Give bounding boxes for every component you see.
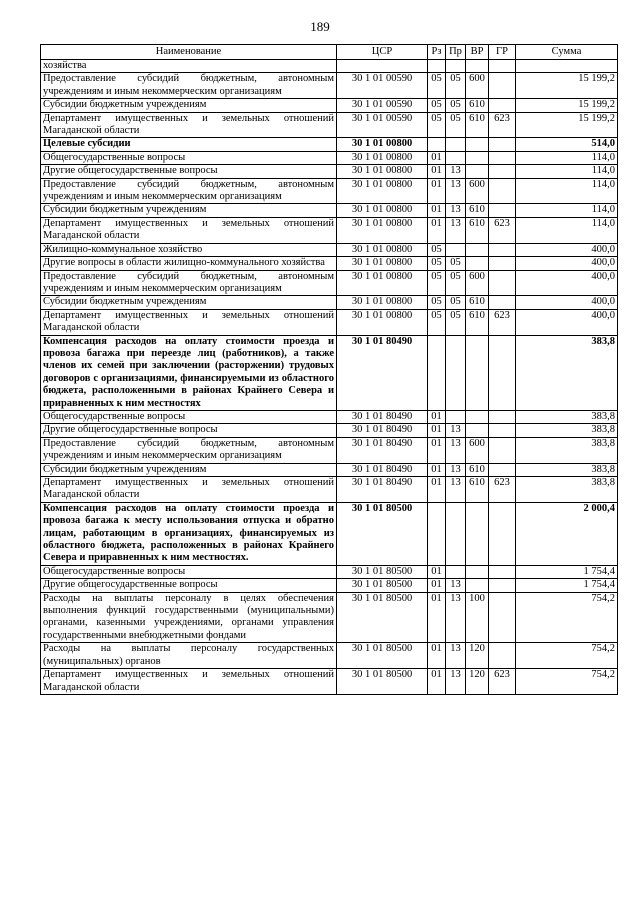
table-row	[41, 565, 618, 578]
table-row	[41, 217, 618, 243]
cell-gr	[489, 502, 516, 565]
cell-csr	[337, 60, 428, 73]
cell-sum: 383,8	[516, 437, 618, 463]
cell-rz: 01	[428, 410, 446, 423]
cell-pr: 13	[446, 424, 466, 437]
table-row	[41, 335, 618, 410]
cell-csr: 30 1 01 00800	[337, 217, 428, 243]
cell-vr	[466, 502, 489, 565]
cell-name: Субсидии бюджетным учреждениям	[41, 463, 337, 476]
cell-name: Субсидии бюджетным учреждениям	[41, 204, 337, 217]
table-row	[41, 437, 618, 463]
cell-pr: 05	[446, 99, 466, 112]
cell-pr: 13	[446, 178, 466, 204]
cell-vr: 100	[466, 592, 489, 643]
cell-gr	[489, 579, 516, 592]
cell-pr: 13	[446, 579, 466, 592]
column-header-sum: Сумма	[516, 45, 618, 60]
table-row	[41, 502, 618, 565]
table-row	[41, 60, 618, 73]
cell-sum: 400,0	[516, 296, 618, 309]
cell-name: Другие общегосударственные вопросы	[41, 579, 337, 592]
cell-sum: 400,0	[516, 243, 618, 256]
cell-rz: 01	[428, 565, 446, 578]
cell-csr: 30 1 01 80500	[337, 502, 428, 565]
table-row	[41, 592, 618, 643]
cell-name: хозяйства	[41, 60, 337, 73]
cell-sum: 1 754,4	[516, 579, 618, 592]
cell-vr: 610	[466, 112, 489, 138]
cell-rz: 05	[428, 112, 446, 138]
cell-csr: 30 1 01 00800	[337, 165, 428, 178]
cell-csr: 30 1 01 80500	[337, 592, 428, 643]
column-header-csr: ЦСР	[337, 45, 428, 60]
cell-vr: 610	[466, 296, 489, 309]
cell-gr	[489, 424, 516, 437]
cell-sum: 383,8	[516, 424, 618, 437]
cell-gr	[489, 410, 516, 423]
cell-sum: 2 000,4	[516, 502, 618, 565]
cell-gr	[489, 592, 516, 643]
cell-rz: 01	[428, 579, 446, 592]
cell-pr: 13	[446, 592, 466, 643]
cell-gr	[489, 60, 516, 73]
cell-rz: 05	[428, 73, 446, 99]
cell-vr: 120	[466, 643, 489, 669]
column-header-name: Наименование	[41, 45, 337, 60]
cell-rz: 01	[428, 592, 446, 643]
cell-name: Другие общегосударственные вопросы	[41, 424, 337, 437]
cell-name: Департамент имущественных и земельных отношений Магаданской области	[41, 217, 337, 243]
cell-name: Предоставление субсидий бюджетным, автономным учреждениям и иным некоммерческим организациям	[41, 73, 337, 99]
cell-vr	[466, 243, 489, 256]
cell-gr	[489, 437, 516, 463]
table-row	[41, 112, 618, 138]
cell-vr	[466, 60, 489, 73]
cell-sum: 114,0	[516, 178, 618, 204]
table-row	[41, 99, 618, 112]
table-row	[41, 178, 618, 204]
cell-csr: 30 1 01 80490	[337, 410, 428, 423]
cell-pr: 13	[446, 204, 466, 217]
cell-pr: 05	[446, 112, 466, 138]
cell-pr: 13	[446, 217, 466, 243]
cell-gr	[489, 99, 516, 112]
cell-csr: 30 1 01 80490	[337, 463, 428, 476]
cell-vr	[466, 335, 489, 410]
cell-vr: 610	[466, 204, 489, 217]
cell-name: Компенсация расходов на оплату стоимости проезда и провоза багажа к месту использования отпуска и обратно лицам, работающим в организациях, финансируемых из областного бюджета, расположенных в районах Крайнего Севера и приравненных к ним местностях.	[41, 502, 337, 565]
cell-gr	[489, 643, 516, 669]
cell-gr	[489, 257, 516, 270]
table-row	[41, 463, 618, 476]
cell-name: Жилищно-коммунальное хозяйство	[41, 243, 337, 256]
cell-rz: 05	[428, 270, 446, 296]
cell-csr: 30 1 01 80500	[337, 669, 428, 695]
cell-sum: 754,2	[516, 669, 618, 695]
cell-pr	[446, 138, 466, 151]
cell-sum: 754,2	[516, 643, 618, 669]
cell-gr	[489, 165, 516, 178]
cell-sum: 383,8	[516, 335, 618, 410]
table-row	[41, 204, 618, 217]
cell-pr: 05	[446, 73, 466, 99]
cell-sum: 383,8	[516, 477, 618, 503]
table-body	[41, 60, 618, 695]
cell-pr: 05	[446, 296, 466, 309]
cell-name: Компенсация расходов на оплату стоимости проезда и провоза багажа при переезде лиц (работников), а также членов их семей при заключении (расторжении) трудовых договоров с организациями, финансируемыми из областного бюджета, расположенными в районах Крайнего Севера и приравненных к ним местностях	[41, 335, 337, 410]
cell-rz	[428, 502, 446, 565]
cell-pr: 13	[446, 463, 466, 476]
cell-pr	[446, 502, 466, 565]
cell-name: Субсидии бюджетным учреждениям	[41, 99, 337, 112]
table-row	[41, 410, 618, 423]
cell-gr	[489, 270, 516, 296]
cell-sum	[516, 60, 618, 73]
cell-gr	[489, 463, 516, 476]
cell-rz: 01	[428, 669, 446, 695]
cell-sum: 15 199,2	[516, 112, 618, 138]
cell-vr: 610	[466, 309, 489, 335]
cell-gr: 623	[489, 309, 516, 335]
cell-csr: 30 1 01 00800	[337, 204, 428, 217]
cell-sum: 15 199,2	[516, 99, 618, 112]
cell-rz: 01	[428, 217, 446, 243]
cell-name: Другие общегосударственные вопросы	[41, 165, 337, 178]
cell-pr: 05	[446, 270, 466, 296]
cell-rz: 01	[428, 151, 446, 164]
cell-csr: 30 1 01 00800	[337, 309, 428, 335]
cell-name: Другие вопросы в области жилищно-коммунального хозяйства	[41, 257, 337, 270]
cell-csr: 30 1 01 80490	[337, 437, 428, 463]
table-row	[41, 270, 618, 296]
table-row	[41, 151, 618, 164]
cell-vr	[466, 424, 489, 437]
cell-sum: 114,0	[516, 165, 618, 178]
cell-gr	[489, 138, 516, 151]
cell-gr: 623	[489, 477, 516, 503]
cell-rz: 05	[428, 99, 446, 112]
cell-sum: 114,0	[516, 151, 618, 164]
cell-name: Общегосударственные вопросы	[41, 565, 337, 578]
cell-name: Общегосударственные вопросы	[41, 151, 337, 164]
table-row	[41, 138, 618, 151]
table-row	[41, 73, 618, 99]
cell-rz: 01	[428, 463, 446, 476]
cell-vr: 600	[466, 437, 489, 463]
column-header-rz: Рз	[428, 45, 446, 60]
cell-csr: 30 1 01 80490	[337, 424, 428, 437]
cell-vr: 600	[466, 270, 489, 296]
table-row	[41, 309, 618, 335]
cell-csr: 30 1 01 80500	[337, 643, 428, 669]
cell-gr: 623	[489, 217, 516, 243]
table-row	[41, 296, 618, 309]
table-row	[41, 257, 618, 270]
cell-csr: 30 1 01 80500	[337, 579, 428, 592]
cell-pr: 05	[446, 309, 466, 335]
cell-sum: 383,8	[516, 410, 618, 423]
cell-name: Расходы на выплаты персоналу в целях обеспечения выполнения функций государственными (муниципальными) органами, казенными учреждениями, органами управления государственными внебюджетными фондами	[41, 592, 337, 643]
cell-csr: 30 1 01 00800	[337, 257, 428, 270]
cell-name: Департамент имущественных и земельных отношений Магаданской области	[41, 477, 337, 503]
table-row	[41, 643, 618, 669]
cell-rz	[428, 335, 446, 410]
table-row	[41, 243, 618, 256]
cell-rz: 01	[428, 643, 446, 669]
cell-rz: 05	[428, 243, 446, 256]
cell-sum: 400,0	[516, 257, 618, 270]
cell-rz: 01	[428, 165, 446, 178]
cell-gr	[489, 565, 516, 578]
cell-name: Департамент имущественных и земельных отношений Магаданской области	[41, 669, 337, 695]
cell-gr	[489, 73, 516, 99]
cell-sum: 15 199,2	[516, 73, 618, 99]
cell-gr	[489, 243, 516, 256]
cell-csr: 30 1 01 00800	[337, 243, 428, 256]
cell-name: Предоставление субсидий бюджетным, автономным учреждениям и иным некоммерческим организациям	[41, 178, 337, 204]
cell-pr	[446, 151, 466, 164]
cell-name: Расходы на выплаты персоналу государственных (муниципальных) органов	[41, 643, 337, 669]
page-number: 189	[310, 19, 330, 34]
table-header-row	[41, 45, 618, 60]
cell-sum: 383,8	[516, 463, 618, 476]
cell-gr	[489, 296, 516, 309]
cell-gr	[489, 204, 516, 217]
cell-csr: 30 1 01 00800	[337, 151, 428, 164]
cell-sum: 754,2	[516, 592, 618, 643]
cell-csr: 30 1 01 00800	[337, 178, 428, 204]
cell-vr: 600	[466, 73, 489, 99]
cell-gr	[489, 335, 516, 410]
cell-pr: 13	[446, 477, 466, 503]
cell-csr: 30 1 01 00590	[337, 112, 428, 138]
cell-sum: 114,0	[516, 217, 618, 243]
cell-gr	[489, 151, 516, 164]
cell-gr: 623	[489, 669, 516, 695]
cell-csr: 30 1 01 00590	[337, 73, 428, 99]
column-header-pr: Пр	[446, 45, 466, 60]
cell-rz: 05	[428, 257, 446, 270]
cell-vr	[466, 565, 489, 578]
cell-vr: 610	[466, 217, 489, 243]
budget-table	[40, 44, 618, 695]
cell-vr: 610	[466, 99, 489, 112]
cell-name: Общегосударственные вопросы	[41, 410, 337, 423]
cell-pr: 13	[446, 437, 466, 463]
cell-csr: 30 1 01 00590	[337, 99, 428, 112]
cell-rz: 05	[428, 296, 446, 309]
cell-csr: 30 1 01 00800	[337, 270, 428, 296]
cell-csr: 30 1 01 80490	[337, 335, 428, 410]
column-header-vr: ВР	[466, 45, 489, 60]
table-row	[41, 579, 618, 592]
cell-csr: 30 1 01 00800	[337, 138, 428, 151]
cell-pr	[446, 60, 466, 73]
cell-vr: 600	[466, 178, 489, 204]
cell-pr	[446, 335, 466, 410]
cell-name: Субсидии бюджетным учреждениям	[41, 296, 337, 309]
cell-vr	[466, 165, 489, 178]
cell-rz: 05	[428, 309, 446, 335]
cell-vr: 610	[466, 477, 489, 503]
cell-name: Предоставление субсидий бюджетным, автономным учреждениям и иным некоммерческим организациям	[41, 437, 337, 463]
cell-sum: 514,0	[516, 138, 618, 151]
cell-vr: 120	[466, 669, 489, 695]
cell-rz: 01	[428, 178, 446, 204]
cell-rz: 01	[428, 424, 446, 437]
cell-csr: 30 1 01 80490	[337, 477, 428, 503]
cell-pr: 13	[446, 669, 466, 695]
cell-csr: 30 1 01 00800	[337, 296, 428, 309]
table-row	[41, 424, 618, 437]
cell-gr: 623	[489, 112, 516, 138]
cell-vr: 610	[466, 463, 489, 476]
cell-gr	[489, 178, 516, 204]
cell-pr	[446, 410, 466, 423]
cell-rz: 01	[428, 437, 446, 463]
cell-vr	[466, 151, 489, 164]
cell-pr	[446, 243, 466, 256]
table-row	[41, 165, 618, 178]
cell-name: Департамент имущественных и земельных отношений Магаданской области	[41, 112, 337, 138]
cell-sum: 400,0	[516, 309, 618, 335]
table-row	[41, 669, 618, 695]
table-row	[41, 477, 618, 503]
cell-pr	[446, 565, 466, 578]
cell-pr: 13	[446, 165, 466, 178]
cell-name: Предоставление субсидий бюджетным, автономным учреждениям и иным некоммерческим организациям	[41, 270, 337, 296]
cell-vr	[466, 579, 489, 592]
cell-rz: 01	[428, 477, 446, 503]
cell-pr: 13	[446, 643, 466, 669]
cell-rz: 01	[428, 204, 446, 217]
cell-pr: 05	[446, 257, 466, 270]
cell-csr: 30 1 01 80500	[337, 565, 428, 578]
cell-vr	[466, 138, 489, 151]
cell-sum: 1 754,4	[516, 565, 618, 578]
cell-vr	[466, 410, 489, 423]
cell-vr	[466, 257, 489, 270]
column-header-gr: ГР	[489, 45, 516, 60]
cell-sum: 114,0	[516, 204, 618, 217]
cell-rz	[428, 138, 446, 151]
cell-rz	[428, 60, 446, 73]
cell-sum: 400,0	[516, 270, 618, 296]
cell-name: Целевые субсидии	[41, 138, 337, 151]
cell-name: Департамент имущественных и земельных отношений Магаданской области	[41, 309, 337, 335]
